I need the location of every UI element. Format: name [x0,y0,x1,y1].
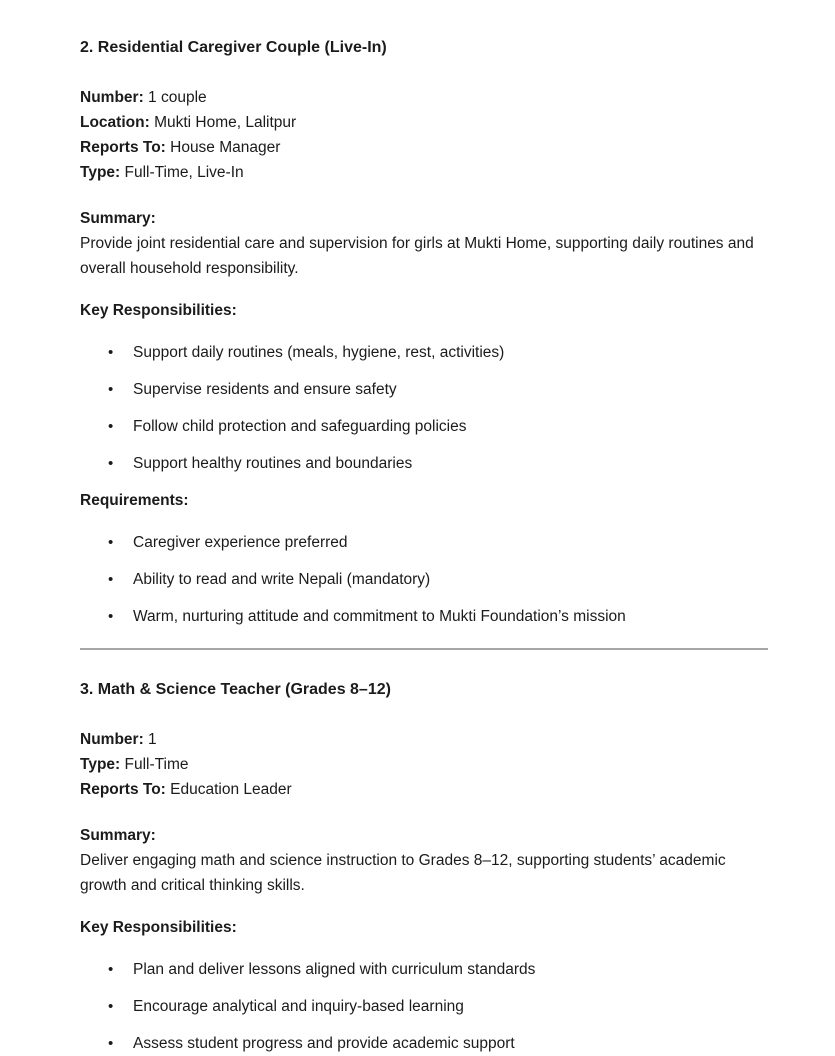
summary-block [80,823,768,898]
meta-line-reports-to [80,135,768,160]
meta-line-number [80,727,768,752]
list-item: • Caregiver experience preferred [133,530,768,555]
meta-line-number [80,85,768,110]
job-section-math-science-teacher [80,680,768,1056]
meta-label: Location: [80,114,155,131]
list-item: • Ability to read and write Nepali (mandatory) [133,567,768,592]
list-item: • Warm, nurturing attitude and commitment to Mukti Foundation’s mission [133,604,768,629]
summary-text: Provide joint residential care and supervision for girls at Mukti Home, supporting daily routines and overall household responsibility. [80,235,754,277]
job-section-caregiver-couple [80,38,768,629]
responsibilities-list [80,957,768,1056]
meta-label: Reports To: [80,781,171,798]
meta-line-location [80,110,768,135]
section-heading: 2. Residential Caregiver Couple (Live-In) [80,39,387,56]
list-item: • Plan and deliver lessons aligned with curriculum standards [133,957,768,982]
summary-label: Summary: [80,210,156,227]
responsibilities-heading: Key Responsibilities: [80,302,237,319]
meta-value: Mukti Home, Lalitpur [154,114,297,131]
meta-line-type [80,752,768,777]
meta-value: 1 [148,731,157,748]
meta-label: Type: [80,756,125,773]
list-item: • Support healthy routines and boundaries [133,451,768,476]
meta-line-type [80,160,768,185]
meta-label: Number: [80,731,149,748]
list-item: • Supervise residents and ensure safety [133,377,768,402]
job-meta-block [80,85,768,185]
meta-label: Type: [80,164,125,181]
meta-value: 1 couple [148,89,207,106]
summary-block [80,206,768,281]
list-item: • Follow child protection and safeguarding policies [133,414,768,439]
requirements-heading: Requirements: [80,492,189,509]
list-item: • Encourage analytical and inquiry-based learning [133,994,768,1019]
section-heading: 3. Math & Science Teacher (Grades 8–12) [80,681,391,698]
meta-value: Full-Time, Live-In [124,164,244,181]
meta-value: Education Leader [170,781,292,798]
meta-line-reports-to [80,777,768,802]
responsibilities-heading: Key Responsibilities: [80,919,237,936]
summary-text: Deliver engaging math and science instruction to Grades 8–12, supporting students’ academic growth and critical thinking skills. [80,852,726,894]
requirements-list [80,530,768,629]
list-item: • Support daily routines (meals, hygiene, rest, activities) [133,340,768,365]
section-divider [80,648,768,650]
meta-value: Full-Time [124,756,189,773]
responsibilities-list [80,340,768,476]
meta-value: House Manager [170,139,281,156]
meta-label: Reports To: [80,139,171,156]
list-item: • Assess student progress and provide academic support [133,1031,768,1056]
meta-label: Number: [80,89,149,106]
summary-label: Summary: [80,827,156,844]
job-meta-block [80,727,768,802]
